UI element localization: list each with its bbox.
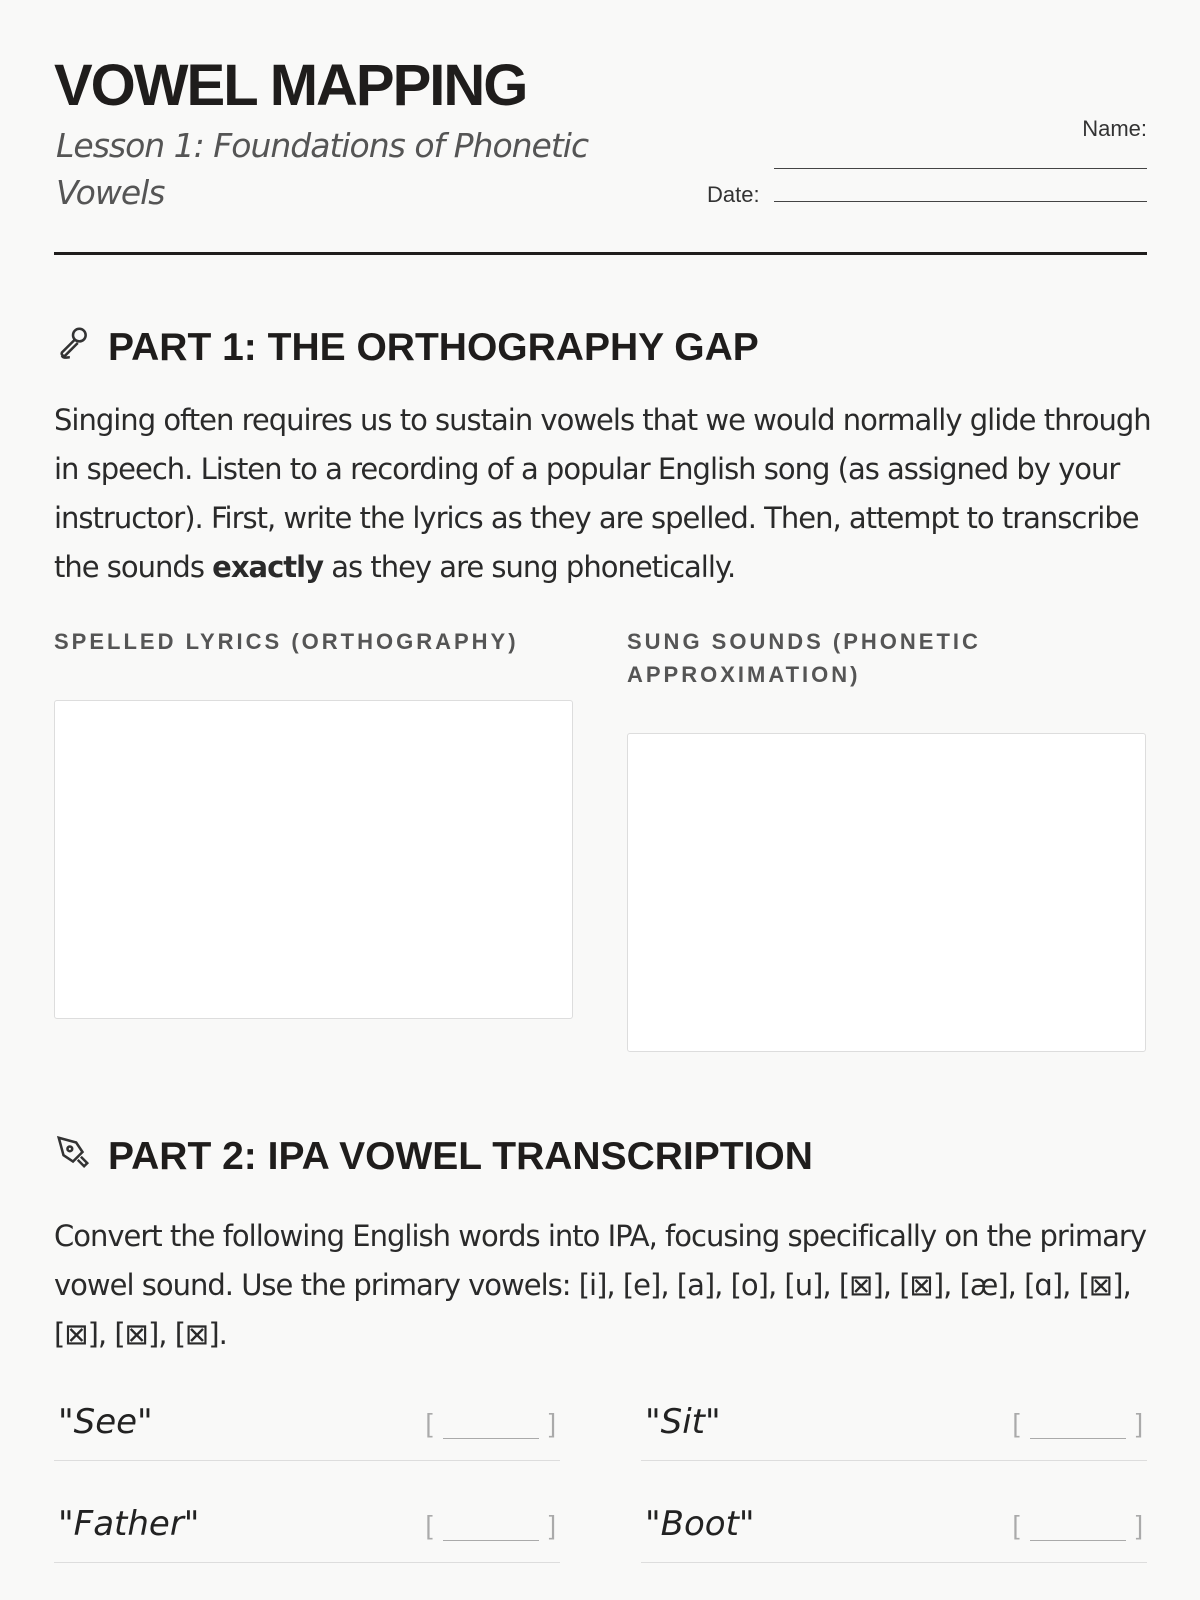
header-divider xyxy=(54,252,1147,255)
pen-nib-icon xyxy=(54,1133,92,1181)
part1-text: Singing often requires us to sustain vowels that we would normally glide through in speech. Listen to a recording of a popular English song (as assigned by your instructor). First, write the lyrics as they are spelled. Then, attempt to transcribe the sounds xyxy=(54,403,1151,584)
page-title: VOWEL MAPPING xyxy=(54,53,527,118)
close-bracket: ] xyxy=(1135,1408,1143,1438)
ipa-answer-field[interactable] xyxy=(1013,1408,1143,1439)
transcription-row xyxy=(641,1380,1147,1461)
close-bracket: ] xyxy=(1135,1510,1143,1540)
part1-heading xyxy=(54,324,759,372)
spelled-lyrics-label: SPELLED LYRICS (ORTHOGRAPHY) xyxy=(54,629,519,654)
close-bracket: ] xyxy=(548,1510,556,1540)
part1-instructions xyxy=(54,396,1154,592)
open-bracket: [ xyxy=(425,1408,433,1438)
part2-heading xyxy=(54,1133,813,1181)
ipa-answer-field[interactable] xyxy=(1013,1510,1143,1541)
date-label: Date: xyxy=(707,182,760,207)
emphasis-text: exactly xyxy=(212,550,324,584)
transcription-row xyxy=(54,1482,560,1563)
open-bracket: [ xyxy=(425,1510,433,1540)
open-bracket: [ xyxy=(1012,1408,1020,1438)
lesson-subtitle: Lesson 1: Foundations of Phonetic Vowels xyxy=(56,126,589,212)
word-label: "See" xyxy=(58,1402,153,1442)
word-label: "Father" xyxy=(58,1504,200,1544)
transcription-row xyxy=(54,1380,560,1461)
part2-instructions: Convert the following English words into IPA, focusing specifically on the primary vowel sound. Use the primary vowels: [i], [e], [a], [o], [u], [⊠], [⊠], [æ], [ɑ], [⊠], [⊠], [⊠], [⊠]. xyxy=(54,1219,1146,1351)
close-bracket: ] xyxy=(548,1408,556,1438)
date-field[interactable] xyxy=(774,201,1147,202)
part1-heading-text: PART 1: THE ORTHOGRAPHY GAP xyxy=(108,326,759,369)
spelled-lyrics-box[interactable] xyxy=(54,700,573,1019)
name-field[interactable] xyxy=(774,168,1147,169)
name-label: Name: xyxy=(1082,116,1147,141)
open-bracket: [ xyxy=(1012,1510,1020,1540)
transcription-row xyxy=(641,1482,1147,1563)
sung-sounds-box[interactable] xyxy=(627,733,1146,1052)
ipa-answer-field[interactable] xyxy=(426,1510,556,1541)
ipa-answer-field[interactable] xyxy=(426,1408,556,1439)
microphone-icon xyxy=(54,324,92,372)
part1-text-end: as they are sung phonetically. xyxy=(323,550,736,584)
sung-sounds-label: SUNG SOUNDS (PHONETIC APPROXIMATION) xyxy=(627,629,981,687)
word-label: "Sit" xyxy=(645,1402,721,1442)
part2-heading-text: PART 2: IPA VOWEL TRANSCRIPTION xyxy=(108,1135,813,1178)
word-label: "Boot" xyxy=(645,1504,755,1544)
